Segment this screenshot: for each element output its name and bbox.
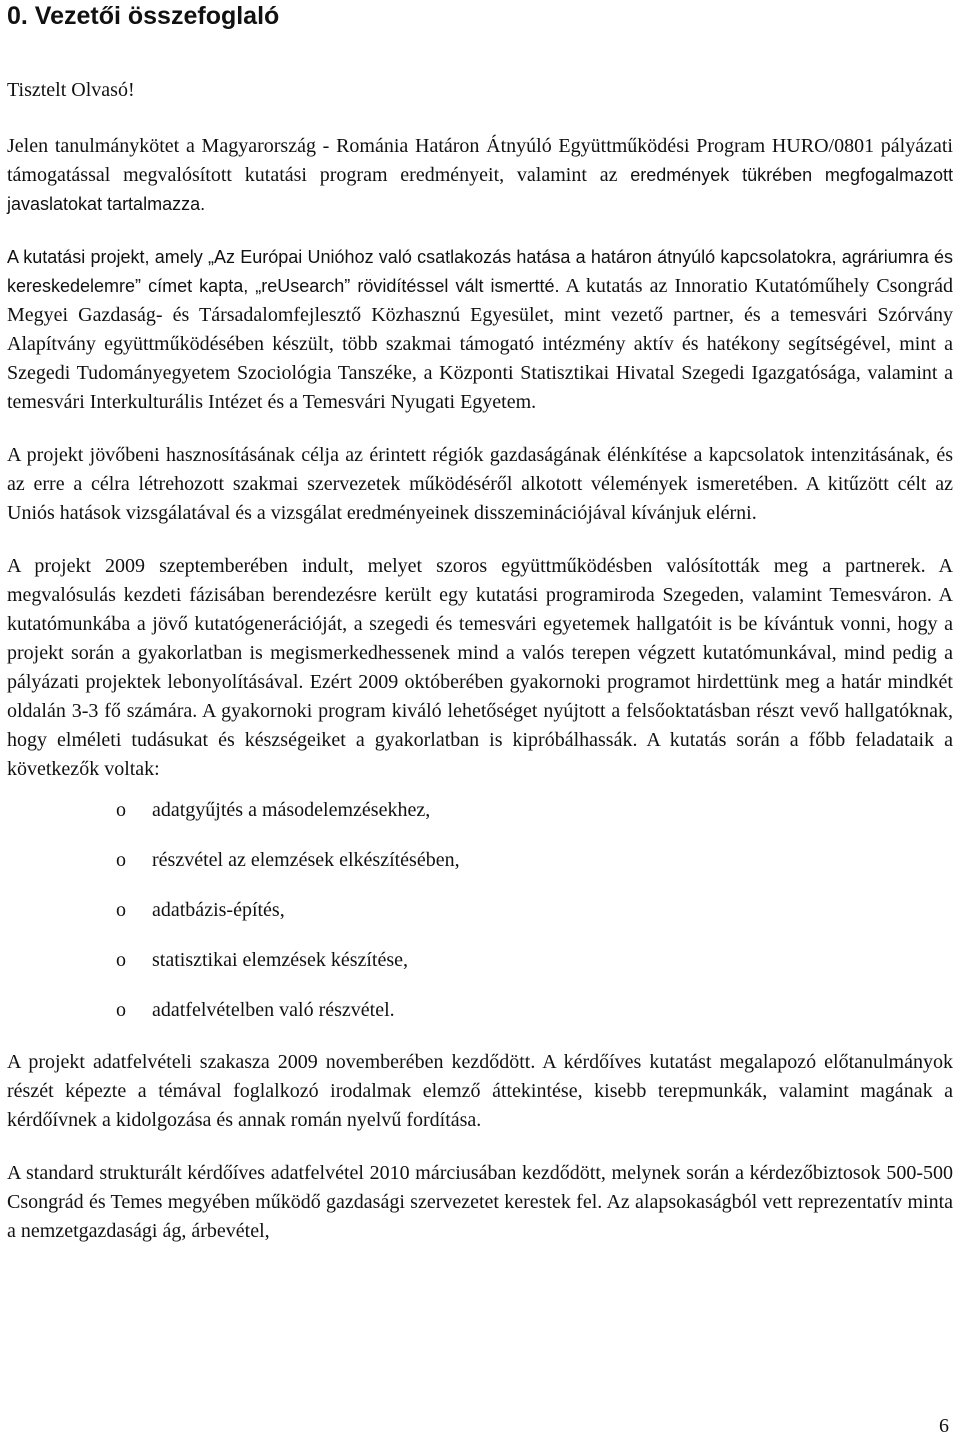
paragraph-goal: A projekt jövőbeni hasznosításának célja az érintett régiók gazdaságának élénkítése a kapcsolatok intenzitásának, és az erre a célra létrehozott szakmai szervezetek működéséről alkotott vélemények ismeretében. A kitűzött célt az Uniós hatások vizsgálatával és a vizsgálat eredményeinek disszeminációjával kívánjuk elérni. bbox=[7, 444, 953, 524]
bullet-o-icon: o bbox=[116, 899, 126, 921]
paragraph-survey: A standard strukturált kérdőíves adatfelvétel 2010 márciusában kezdődött, melynek során a kérdezőbiztosok 500-500 Csongrád és Temes megyében működő gazdasági szervezetet kerestek fel. Az alapsokaságból vett reprezentatív minta a nemzetgazdasági ág, árbevétel, bbox=[7, 1162, 953, 1242]
bullet-o-icon: o bbox=[116, 999, 126, 1021]
paragraph-intro-part1: Jelen tanulmánykötet a Magyarország - Románia Határon Átnyúló Együttműködési Program HURO/0801 pályázati támogatással megvalósított kutatási program eredményeit, valamint az bbox=[7, 135, 953, 186]
list-item: o statisztikai elemzések készítése, bbox=[7, 946, 953, 996]
paragraph-intro bbox=[7, 132, 953, 219]
paragraph-data-collection: A projekt adatfelvételi szakasza 2009 novemberében kezdődött. A kérdőíves kutatást megalapozó előtanulmányok részét képezte a témával foglalkozó irodalmak elemző áttekintése, kisebb terepmunkák, valamint magának a kérdőívnek a kidolgozása és annak román nyelvű fordítása. bbox=[7, 1051, 953, 1131]
page-number: 6 bbox=[939, 1415, 949, 1437]
task-list bbox=[7, 796, 953, 1038]
document-body bbox=[7, 132, 953, 1270]
section-heading: 0. Vezetői összefoglaló bbox=[7, 2, 280, 30]
bullet-o-icon: o bbox=[116, 849, 126, 871]
paragraph-intro-part2: eredmények tükrében megfogalmazott javaslatokat tartalmazza. bbox=[7, 165, 953, 214]
bullet-o-icon: o bbox=[116, 949, 126, 971]
salutation: Tisztelt Olvasó! bbox=[7, 79, 135, 101]
list-item: o adatgyűjtés a másodelemzésekhez, bbox=[7, 796, 953, 846]
paragraph-project-part2: A kutatás az Innoratio Kutatóműhely Csongrád Megyei Gazdaság- és Társadalomfejlesztő Közhasznú Egyesület, mint vezető partner, és a temesvári Szórvány Alapítvány együttműködésében készült, több szakmai támogató intézmény aktív és hatékony segítségével, mint a Szegedi Tudományegyetem Szociológia Tanszéke, a Központi Statisztikai Hivatal Szegedi Igazgatósága, valamint a temesvári Interkulturális Intézet és a Temesvári Nyugati Egyetem. bbox=[7, 275, 953, 413]
paragraph-project-part1: A kutatási projekt, amely „Az Európai Unióhoz való csatlakozás hatása a határon átnyúló kapcsolatokra, agráriumra és kereskedelemre” címet kapta, „reUsearch” rövidítéssel vált ismertté. bbox=[7, 247, 953, 296]
list-item: o részvétel az elemzések elkészítésében, bbox=[7, 846, 953, 896]
paragraph-project bbox=[7, 243, 953, 417]
bullet-o-icon: o bbox=[116, 799, 126, 821]
list-item: o adatbázis-építés, bbox=[7, 896, 953, 946]
paragraph-timeline: A projekt 2009 szeptemberében indult, melyet szoros együttműködésben valósították meg a partnerek. A megvalósulás kezdeti fázisában berendezésre került egy kutatási programiroda Szegeden, valamint Temesváron. A kutatómunkába a jövő kutatógenerációját, a szegedi és temesvári egyetemek hallgatóit is be kívántuk vonni, hogy a projekt során a gyakorlatban is megismerkedhessenek mind a valós terepen végzett kutatómunkával, mind pedig a pályázati projektek lebonyolításával. Ezért 2009 októberében gyakornoki programot hirdettünk meg a határ mindkét oldalán 3-3 fő számára. A gyakornoki program kiváló lehetőséget nyújtott a felsőoktatásban részt vevő hallgatóknak, hogy elméleti tudásukat és készségeiket a gyakorlatban is kipróbálhassák. A kutatás során a főbb feladataik a következők voltak: bbox=[7, 555, 953, 780]
list-item: o adatfelvételben való részvétel. bbox=[7, 996, 953, 1038]
